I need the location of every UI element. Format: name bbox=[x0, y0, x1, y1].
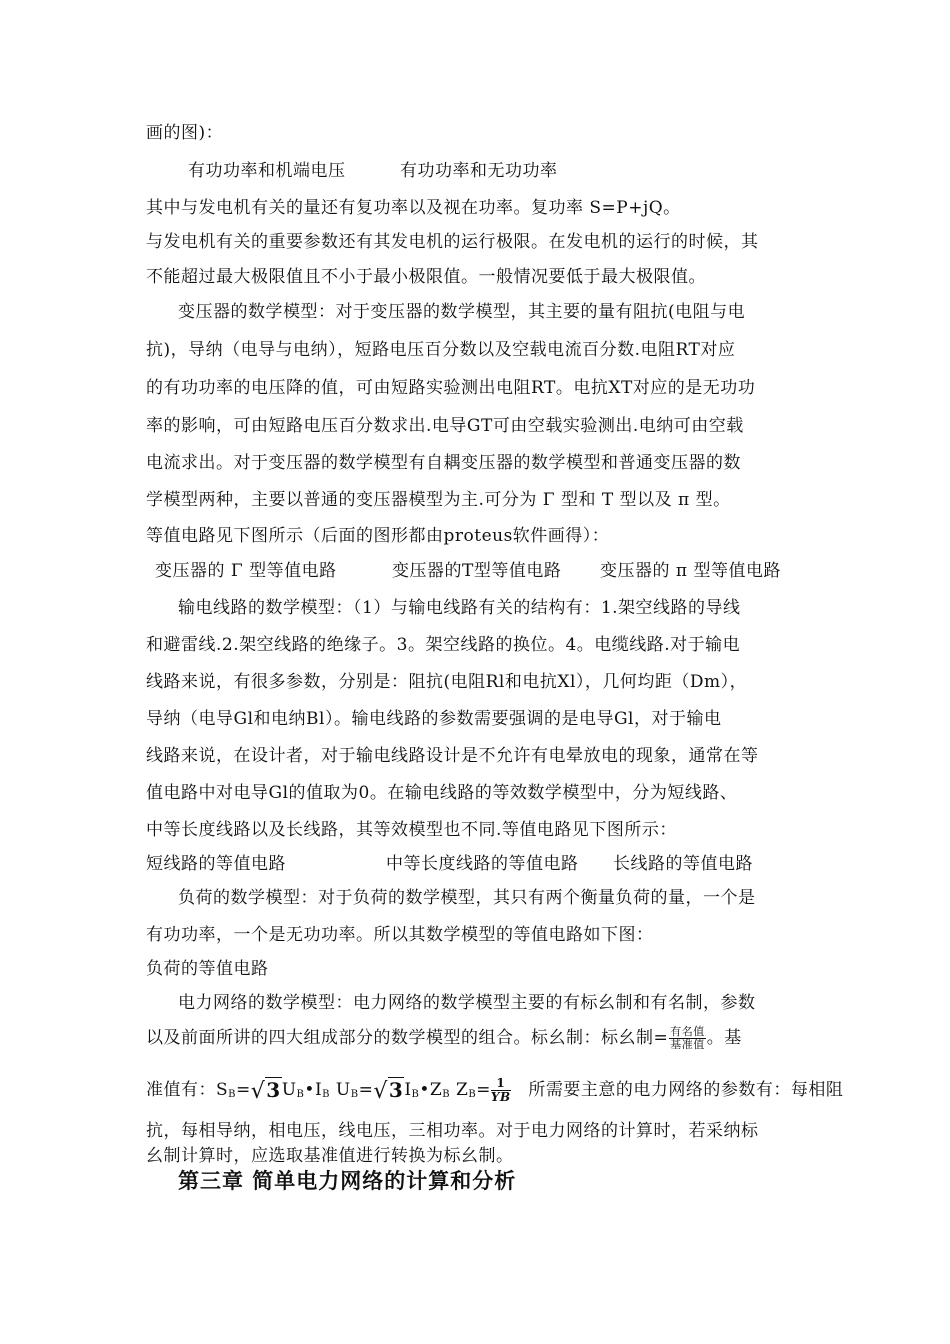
radicand: 3 bbox=[388, 1078, 404, 1102]
text-line: 电力网络的数学模型：电力网络的数学模型主要的有标幺制和有名制，参数 bbox=[178, 993, 756, 1013]
fraction-numerator: 有名值 bbox=[670, 1025, 705, 1038]
formula-u: U bbox=[281, 1080, 297, 1100]
chapter-heading: 第三章 简单电力网络的计算和分析 bbox=[178, 1168, 517, 1193]
radicand: 3 bbox=[266, 1078, 281, 1102]
subscript: B bbox=[468, 1089, 477, 1100]
text-line: 等值电路见下图所示（后面的图形都由proteus软件画得）： bbox=[146, 526, 610, 546]
text-line: 画的图)： bbox=[146, 123, 224, 143]
base-suffix: 所需要主意的电力网络的参数有：每相阻 bbox=[528, 1080, 844, 1100]
subscript: B bbox=[322, 1089, 331, 1100]
fraction-numerator: 1 bbox=[491, 1077, 511, 1091]
subscript: B bbox=[296, 1089, 305, 1100]
caption: 有功功率和无功功率 bbox=[400, 161, 558, 181]
text-line: 幺制计算时，应选取基准值进行转换为标幺制。 bbox=[146, 1146, 514, 1166]
text-line: 输电线路的数学模型：（1）与输电线路有关的结构有：1.架空线路的导线 bbox=[178, 598, 741, 618]
text-line: 与发电机有关的重要参数还有其发电机的运行极限。在发电机的运行的时候，其 bbox=[146, 232, 759, 252]
subscript: B bbox=[411, 1089, 420, 1100]
fraction-denominator: 基准值 bbox=[670, 1038, 705, 1051]
text-line: 抗)，导纳（电导与电纳），短路电压百分数以及空载电流百分数.电阻RT对应 bbox=[146, 340, 736, 360]
caption: 有功功率和机端电压 bbox=[188, 161, 346, 181]
caption: 短线路的等值电路 bbox=[146, 854, 286, 874]
sqrt-symbol: √ bbox=[250, 1079, 266, 1104]
text-line: 电流求出。对于变压器的数学模型有自耦变压器的数学模型和普通变压器的数 bbox=[146, 453, 741, 473]
formula-z: Z bbox=[456, 1080, 469, 1100]
formula-s: S bbox=[216, 1080, 229, 1100]
equals: = bbox=[476, 1080, 491, 1100]
formula-z: Z bbox=[429, 1080, 443, 1100]
text-line: 其中与发电机有关的量还有复功率以及视在功率。复功率 S=P+jQ。 bbox=[146, 198, 681, 218]
formula-u: U bbox=[335, 1080, 351, 1100]
equals: = bbox=[236, 1080, 251, 1100]
caption: 变压器的 π 型等值电路 bbox=[600, 561, 781, 581]
per-unit-suffix: 。基 bbox=[706, 1028, 742, 1048]
text-line: 变压器的数学模型：对于变压器的数学模型，其主要的量有阻抗(电阻与电 bbox=[178, 302, 746, 322]
per-unit-text: 以及前面所讲的四大组成部分的数学模型的组合。标幺制：标幺制= bbox=[146, 1028, 669, 1048]
text-line: 和避雷线.2.架空线路的绝缘子。3。架空线路的换位。4。电缆线路.对于输电 bbox=[146, 635, 741, 655]
subscript: B bbox=[228, 1089, 237, 1100]
text-line: 抗，每相导纳，相电压，线电压，三相功率。对于电力网络的计算时，若采纳标 bbox=[146, 1121, 759, 1141]
base-prefix: 准值有： bbox=[146, 1080, 216, 1100]
text-line: 有功功率，一个是无功功率。所以其数学模型的等值电路如下图： bbox=[146, 925, 654, 945]
text-line: 值电路中对电导Gl的值取为0。在输电线路的等效数学模型中，分为短线路、 bbox=[146, 783, 738, 803]
reciprocal-fraction bbox=[491, 1077, 511, 1104]
text-line: 中等长度线路以及长线路，其等效模型也不同.等值电路见下图所示： bbox=[146, 820, 677, 840]
caption: 中等长度线路的等值电路 bbox=[386, 854, 579, 874]
text-line: 线路来说，在设计者，对于输电线路设计是不允许有电晕放电的现象，通常在等 bbox=[146, 746, 759, 766]
text-line: 的有功功率的电压降的值，可由短路实验测出电阻RT。电抗XT对应的是无功功 bbox=[146, 378, 756, 398]
text-line: 线路来说，有很多参数，分别是：阻抗(电阻Rl和电抗Xl），几何均距（Dm）， bbox=[146, 672, 748, 692]
text-line: 率的影响，可由短路电压百分数求出.电导GT可由空载实验测出.电纳可由空载 bbox=[146, 416, 744, 436]
base-value-line bbox=[146, 1077, 843, 1106]
dot: • bbox=[304, 1080, 315, 1100]
text-line: 不能超过最大极限值且不小于最小极限值。一般情况要低于最大极限值。 bbox=[146, 267, 706, 287]
subscript: B bbox=[442, 1089, 451, 1100]
caption: 变压器的T型等值电路 bbox=[392, 561, 562, 581]
text-line: 负荷的等值电路 bbox=[146, 959, 269, 979]
text-line: 学模型两种，主要以普通的变压器模型为主.可分为 Γ 型和 T 型以及 π 型。 bbox=[146, 490, 731, 510]
per-unit-fraction bbox=[669, 1026, 706, 1051]
text-line: 负荷的数学模型：对于负荷的数学模型，其只有两个衡量负荷的量，一个是 bbox=[178, 888, 756, 908]
caption: 变压器的 Γ 型等值电路 bbox=[155, 561, 337, 581]
caption: 长线路的等值电路 bbox=[613, 854, 753, 874]
formula-i: I bbox=[314, 1080, 323, 1100]
fraction-denominator: YB bbox=[490, 1090, 511, 1104]
per-unit-line bbox=[146, 1026, 742, 1051]
formula-i: I bbox=[404, 1080, 412, 1100]
dot: • bbox=[419, 1080, 430, 1100]
subscript: B bbox=[350, 1089, 359, 1100]
sqrt-symbol: √ bbox=[373, 1079, 388, 1104]
text-line: 导纳（电导Gl和电纳Bl）。输电线路的参数需要强调的是电导Gl，对于输电 bbox=[146, 709, 722, 729]
equals: = bbox=[358, 1080, 374, 1100]
